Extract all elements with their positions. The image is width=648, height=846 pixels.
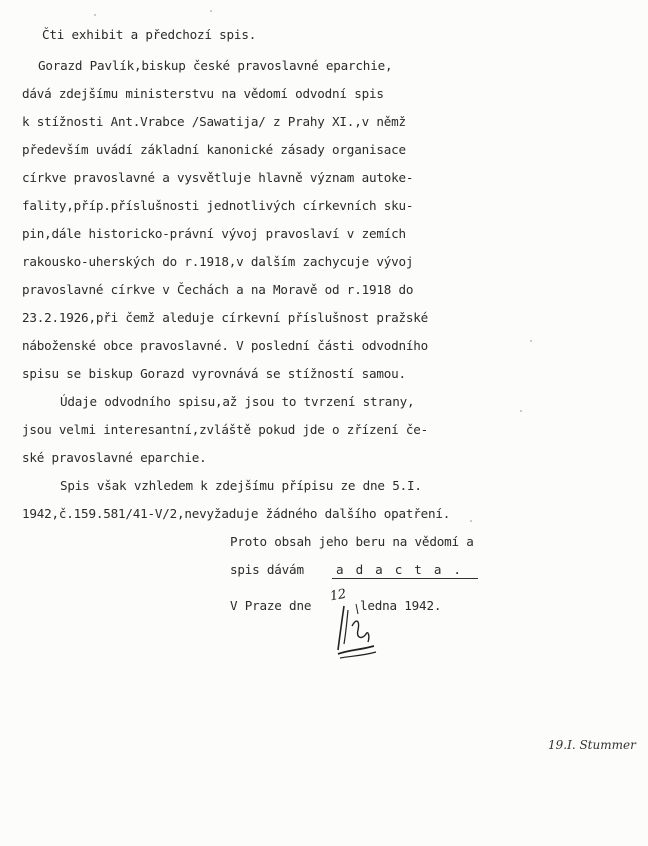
text-line-12: náboženské obce pravoslavné. V poslední části odvodního bbox=[22, 338, 429, 353]
text-line-8: pin,dále historicko-právní vývoj pravoslaví v zemích bbox=[22, 226, 406, 241]
text-line-14: Údaje odvodního spisu,až jsou to tvrzení strany, bbox=[60, 394, 415, 409]
text-line-2: Gorazd Pavlík,biskup české pravoslavné eparchie, bbox=[38, 58, 393, 73]
ad-acta-text: a d a c t a . bbox=[336, 562, 464, 577]
margin-note-text: 19.I. Stummer bbox=[548, 738, 636, 752]
text-line-3: dává zdejšímu ministerstvu na vědomí odvodní spis bbox=[22, 86, 384, 101]
text-line-6: církve pravoslavné a vysvětluje hlavně význam autoke- bbox=[22, 170, 414, 185]
text-line-5: především uvádí základní kanonické zásady organisace bbox=[22, 142, 406, 157]
text-line-13: spisu se biskup Gorazd vyrovnává se stížností samou. bbox=[22, 366, 406, 381]
text-line-1: Čti exhibit a předchozí spis. bbox=[42, 27, 257, 42]
text-line-16: ské pravoslavné eparchie. bbox=[22, 450, 207, 465]
text-line-11: 23.2.1926,při čemž aleduje církevní příslušnost pražské bbox=[22, 310, 429, 325]
text-line-7: fality,příp.příslušnosti jednotlivých církevních sku- bbox=[22, 198, 414, 213]
paper-speck bbox=[210, 10, 212, 12]
paper-speck bbox=[520, 410, 522, 412]
text-line-18: 1942,č.159.581/41-V/2,nevyžaduje žádného dalšího opatření. bbox=[22, 506, 451, 521]
ad-acta-underline bbox=[332, 578, 478, 579]
handwritten-day: 12 bbox=[328, 586, 348, 605]
text-line-20: spis dávám bbox=[230, 562, 304, 577]
paper-speck bbox=[530, 340, 532, 342]
text-line-4: k stížnosti Ant.Vrabce /Sawatija/ z Prahy XI.,v němž bbox=[22, 114, 406, 129]
signature-scrawl bbox=[318, 596, 398, 666]
text-line-9: rakousko-uherských do r.1918,v dalším zachycuje vývoj bbox=[22, 254, 414, 269]
paper-speck bbox=[470, 520, 472, 522]
text-line-15: jsou velmi interesantní,zvláště pokud jde o zřízení če- bbox=[22, 422, 429, 437]
text-line-10: pravoslavné církve v Čechách a na Moravě od r.1918 do bbox=[22, 282, 414, 297]
margin-handwritten-note bbox=[548, 738, 636, 752]
text-line-19: Proto obsah jeho beru na vědomí a bbox=[230, 534, 474, 549]
paper-speck bbox=[94, 14, 96, 16]
date-line-prefix: V Praze dne bbox=[230, 598, 312, 613]
text-line-17: Spis však vzhledem k zdejšímu přípisu ze dne 5.I. bbox=[60, 478, 422, 493]
date-line-suffix: ledna 1942. bbox=[360, 598, 442, 613]
